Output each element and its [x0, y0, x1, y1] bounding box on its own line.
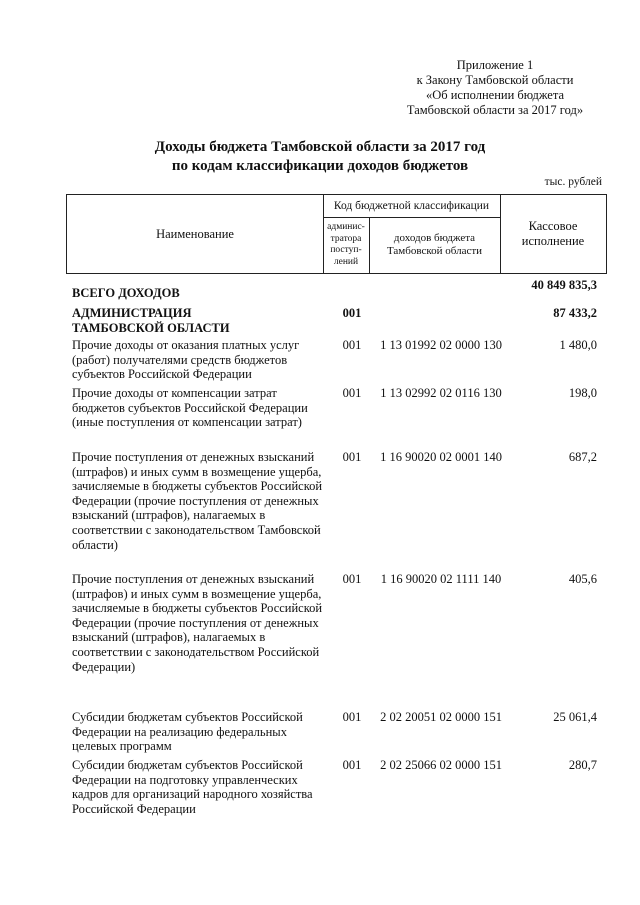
row-amount: 87 433,2	[553, 306, 597, 320]
units-label: тыс. рублей	[544, 176, 602, 188]
appendix-note	[380, 58, 610, 118]
table-header	[66, 194, 607, 274]
row-amount: 687,2	[568, 450, 597, 464]
header-admin: админис-тратора поступ-лений	[323, 217, 370, 273]
header-execution: Кассовое исполнение	[521, 219, 585, 248]
row-code: 2 02 20051 02 0000 151	[380, 710, 502, 724]
row-name: Прочие доходы от оказания платных услуг (работ) получателями средств бюджетов субъектов Российской Федерации	[72, 338, 300, 382]
row-name: Прочие поступления от денежных взысканий (штрафов) и иных сумм в возмещение ущерба, зачисляемые в бюджеты субъектов Российской Федерации (прочие поступления от денежных взысканий (штрафов), налагаемых в соответствии с законодательством Тамбовской области)	[72, 450, 323, 552]
row-admin: 001	[342, 386, 362, 400]
row-name: ВСЕГО ДОХОДОВ	[72, 286, 180, 300]
row-code: 1 13 02992 02 0116 130	[380, 386, 502, 400]
row-amount: 1 480,0	[559, 338, 597, 352]
row-admin: 001	[342, 306, 362, 320]
row-admin: 001	[342, 338, 362, 352]
row-amount: 198,0	[568, 386, 597, 400]
row-name: АДМИНИСТРАЦИЯ ТАМБОВСКОЙ ОБЛАСТИ	[72, 306, 230, 335]
row-name: Прочие доходы от компенсации затрат бюджетов субъектов Российской Федерации (иные поступления от компенсации затрат)	[72, 386, 308, 430]
header-code-group	[323, 195, 501, 273]
row-code: 1 13 01992 02 0000 130	[380, 338, 502, 352]
row-code: 1 16 90020 02 1111 140	[380, 572, 502, 586]
header-code-title: Код бюджетной классификации	[323, 195, 500, 218]
row-admin: 001	[342, 758, 362, 772]
row-amount: 405,6	[568, 572, 597, 586]
row-amount: 25 061,4	[553, 710, 597, 724]
row-admin: 001	[342, 450, 362, 464]
row-amount: 40 849 835,3	[531, 278, 597, 292]
appendix-line: Тамбовской области за 2017 год»	[406, 103, 584, 117]
appendix-line: «Об исполнении бюджета	[425, 88, 565, 102]
title-line: по кодам классификации доходов бюджетов	[171, 158, 469, 174]
row-admin: 001	[342, 710, 362, 724]
row-code: 1 16 90020 02 0001 140	[380, 450, 502, 464]
header-income-code: доходов бюджета Тамбовской области	[386, 232, 483, 257]
row-name: Субсидии бюджетам субъектов Российской Федерации на подготовку управленческих кадров для организаций народного хозяйства Российской Федерации	[72, 758, 313, 816]
appendix-line: к Закону Тамбовской области	[416, 73, 574, 87]
row-name: Субсидии бюджетам субъектов Российской Федерации на реализацию федеральных целевых программ	[72, 710, 303, 754]
appendix-line: Приложение 1	[456, 58, 534, 72]
title-line: Доходы бюджета Тамбовской области за 2017 год	[154, 139, 486, 155]
document-title	[60, 138, 580, 176]
row-code: 2 02 25066 02 0000 151	[380, 758, 502, 772]
row-amount: 280,7	[568, 758, 597, 772]
row-name: Прочие поступления от денежных взысканий (штрафов) и иных сумм в возмещение ущерба, зачисляемые в бюджеты субъектов Российской Федерации (прочие поступления от денежных взысканий (штрафов), налагаемых в соответствии с законодательством Российской Федерации)	[72, 572, 323, 674]
row-admin: 001	[342, 572, 362, 586]
header-name: Наименование	[67, 195, 324, 273]
